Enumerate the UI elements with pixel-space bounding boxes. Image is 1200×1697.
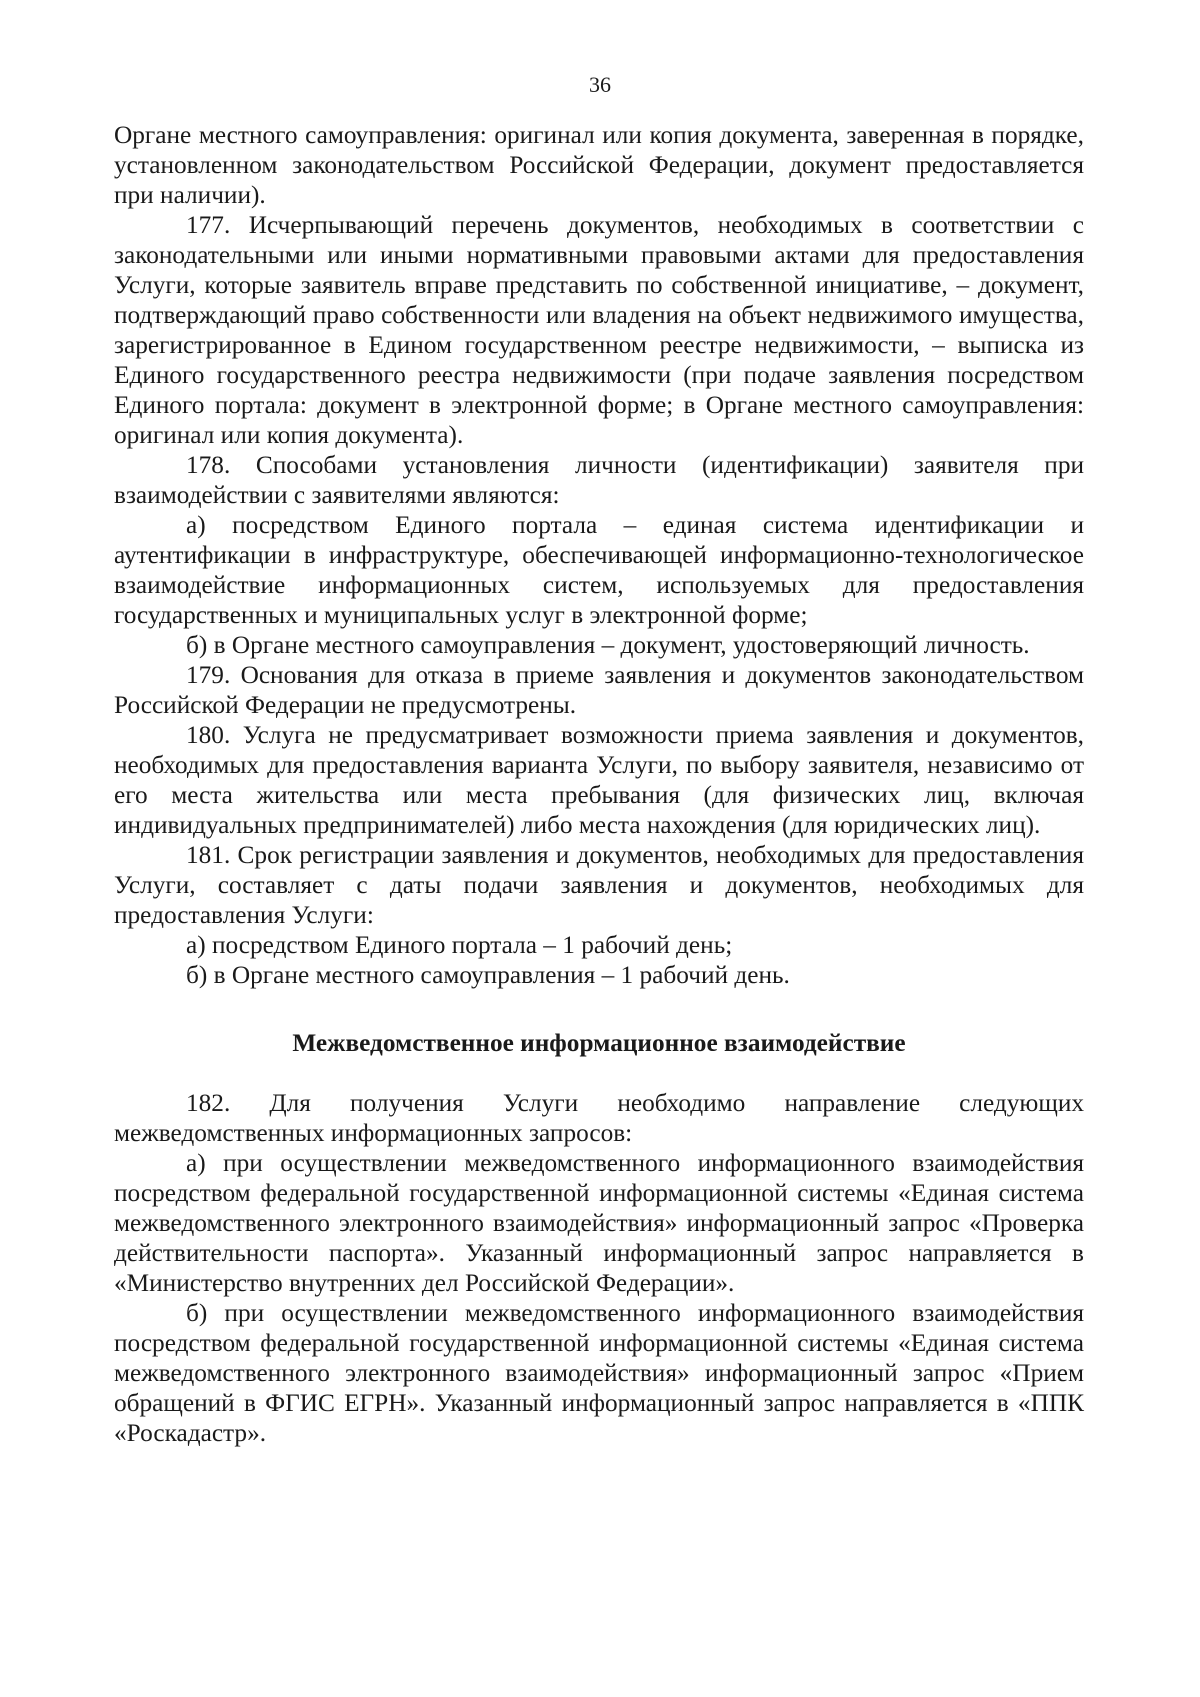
paragraph-178-b: б) в Органе местного самоуправления – документ, удостоверяющий личность. <box>186 631 1030 659</box>
paragraph-178-a: а) посредством Единого портала – единая система идентификации и аутентификации в инфраструктуре, обеспечивающей информационно-технологическое взаимодействие информационных систем, используемых для предоставления государственных и муниципальных услуг в электронной форме; <box>114 511 1084 629</box>
paragraph-179: 179. Основания для отказа в приеме заявления и документов законодательством Российской Федерации не предусмотрены. <box>114 661 1084 719</box>
paragraph-182-a: а) при осуществлении межведомственного информационного взаимодействия посредством федеральной государственной информационной системы «Единая система межведомственного электронного взаимодействия» информационный запрос «Проверка действительности паспорта». Указанный информационный запрос направляется в «Министерство внутренних дел Российской Федерации». <box>114 1149 1084 1297</box>
paragraph-182-b: б) при осуществлении межведомственного информационного взаимодействия посредством федеральной государственной информационной системы «Единая система межведомственного электронного взаимодействия» информационный запрос «Прием обращений в ФГИС ЕГРН». Указанный информационный запрос направляется в «ППК «Роскадастр». <box>114 1299 1084 1447</box>
paragraph-180: 180. Услуга не предусматривает возможности приема заявления и документов, необходимых для предоставления варианта Услуги, по выбору заявителя, независимо от его места жительства или места пребывания (для физических лиц, включая индивидуальных предпринимателей) либо места нахождения (для юридических лиц). <box>114 721 1084 839</box>
section-heading: Межведомственное информационное взаимодействие <box>292 1029 906 1057</box>
paragraph-continuation: Органе местного самоуправления: оригинал или копия документа, заверенная в порядке, установленном законодательством Российской Федерации, документ предоставляется при наличии). <box>114 121 1084 209</box>
paragraph-181: 181. Срок регистрации заявления и документов, необходимых для предоставления Услуги, составляет с даты подачи заявления и документов, необходимых для предоставления Услуги: <box>114 841 1084 929</box>
paragraph-177: 177. Исчерпывающий перечень документов, необходимых в соответствии с законодательными или иными нормативными правовыми актами для предоставления Услуги, которые заявитель вправе представить по собственной инициативе, – документ, подтверждающий право собственности или владения на объект недвижимого имущества, зарегистрированное в Едином государственном реестре недвижимости, – выписка из Единого государственного реестра недвижимости (при подаче заявления посредством Единого портала: документ в электронной форме; в Органе местного самоуправления: оригинал или копия документа). <box>114 211 1084 449</box>
paragraph-178: 178. Способами установления личности (идентификации) заявителя при взаимодействии с заявителями являются: <box>114 451 1084 509</box>
paragraph-181-b: б) в Органе местного самоуправления – 1 рабочий день. <box>186 961 790 989</box>
document-body <box>114 120 1084 1448</box>
paragraph-182: 182. Для получения Услуги необходимо направление следующих межведомственных информационных запросов: <box>114 1089 1084 1147</box>
page-number: 36 <box>589 72 611 97</box>
paragraph-181-a: а) посредством Единого портала – 1 рабочий день; <box>186 931 733 959</box>
